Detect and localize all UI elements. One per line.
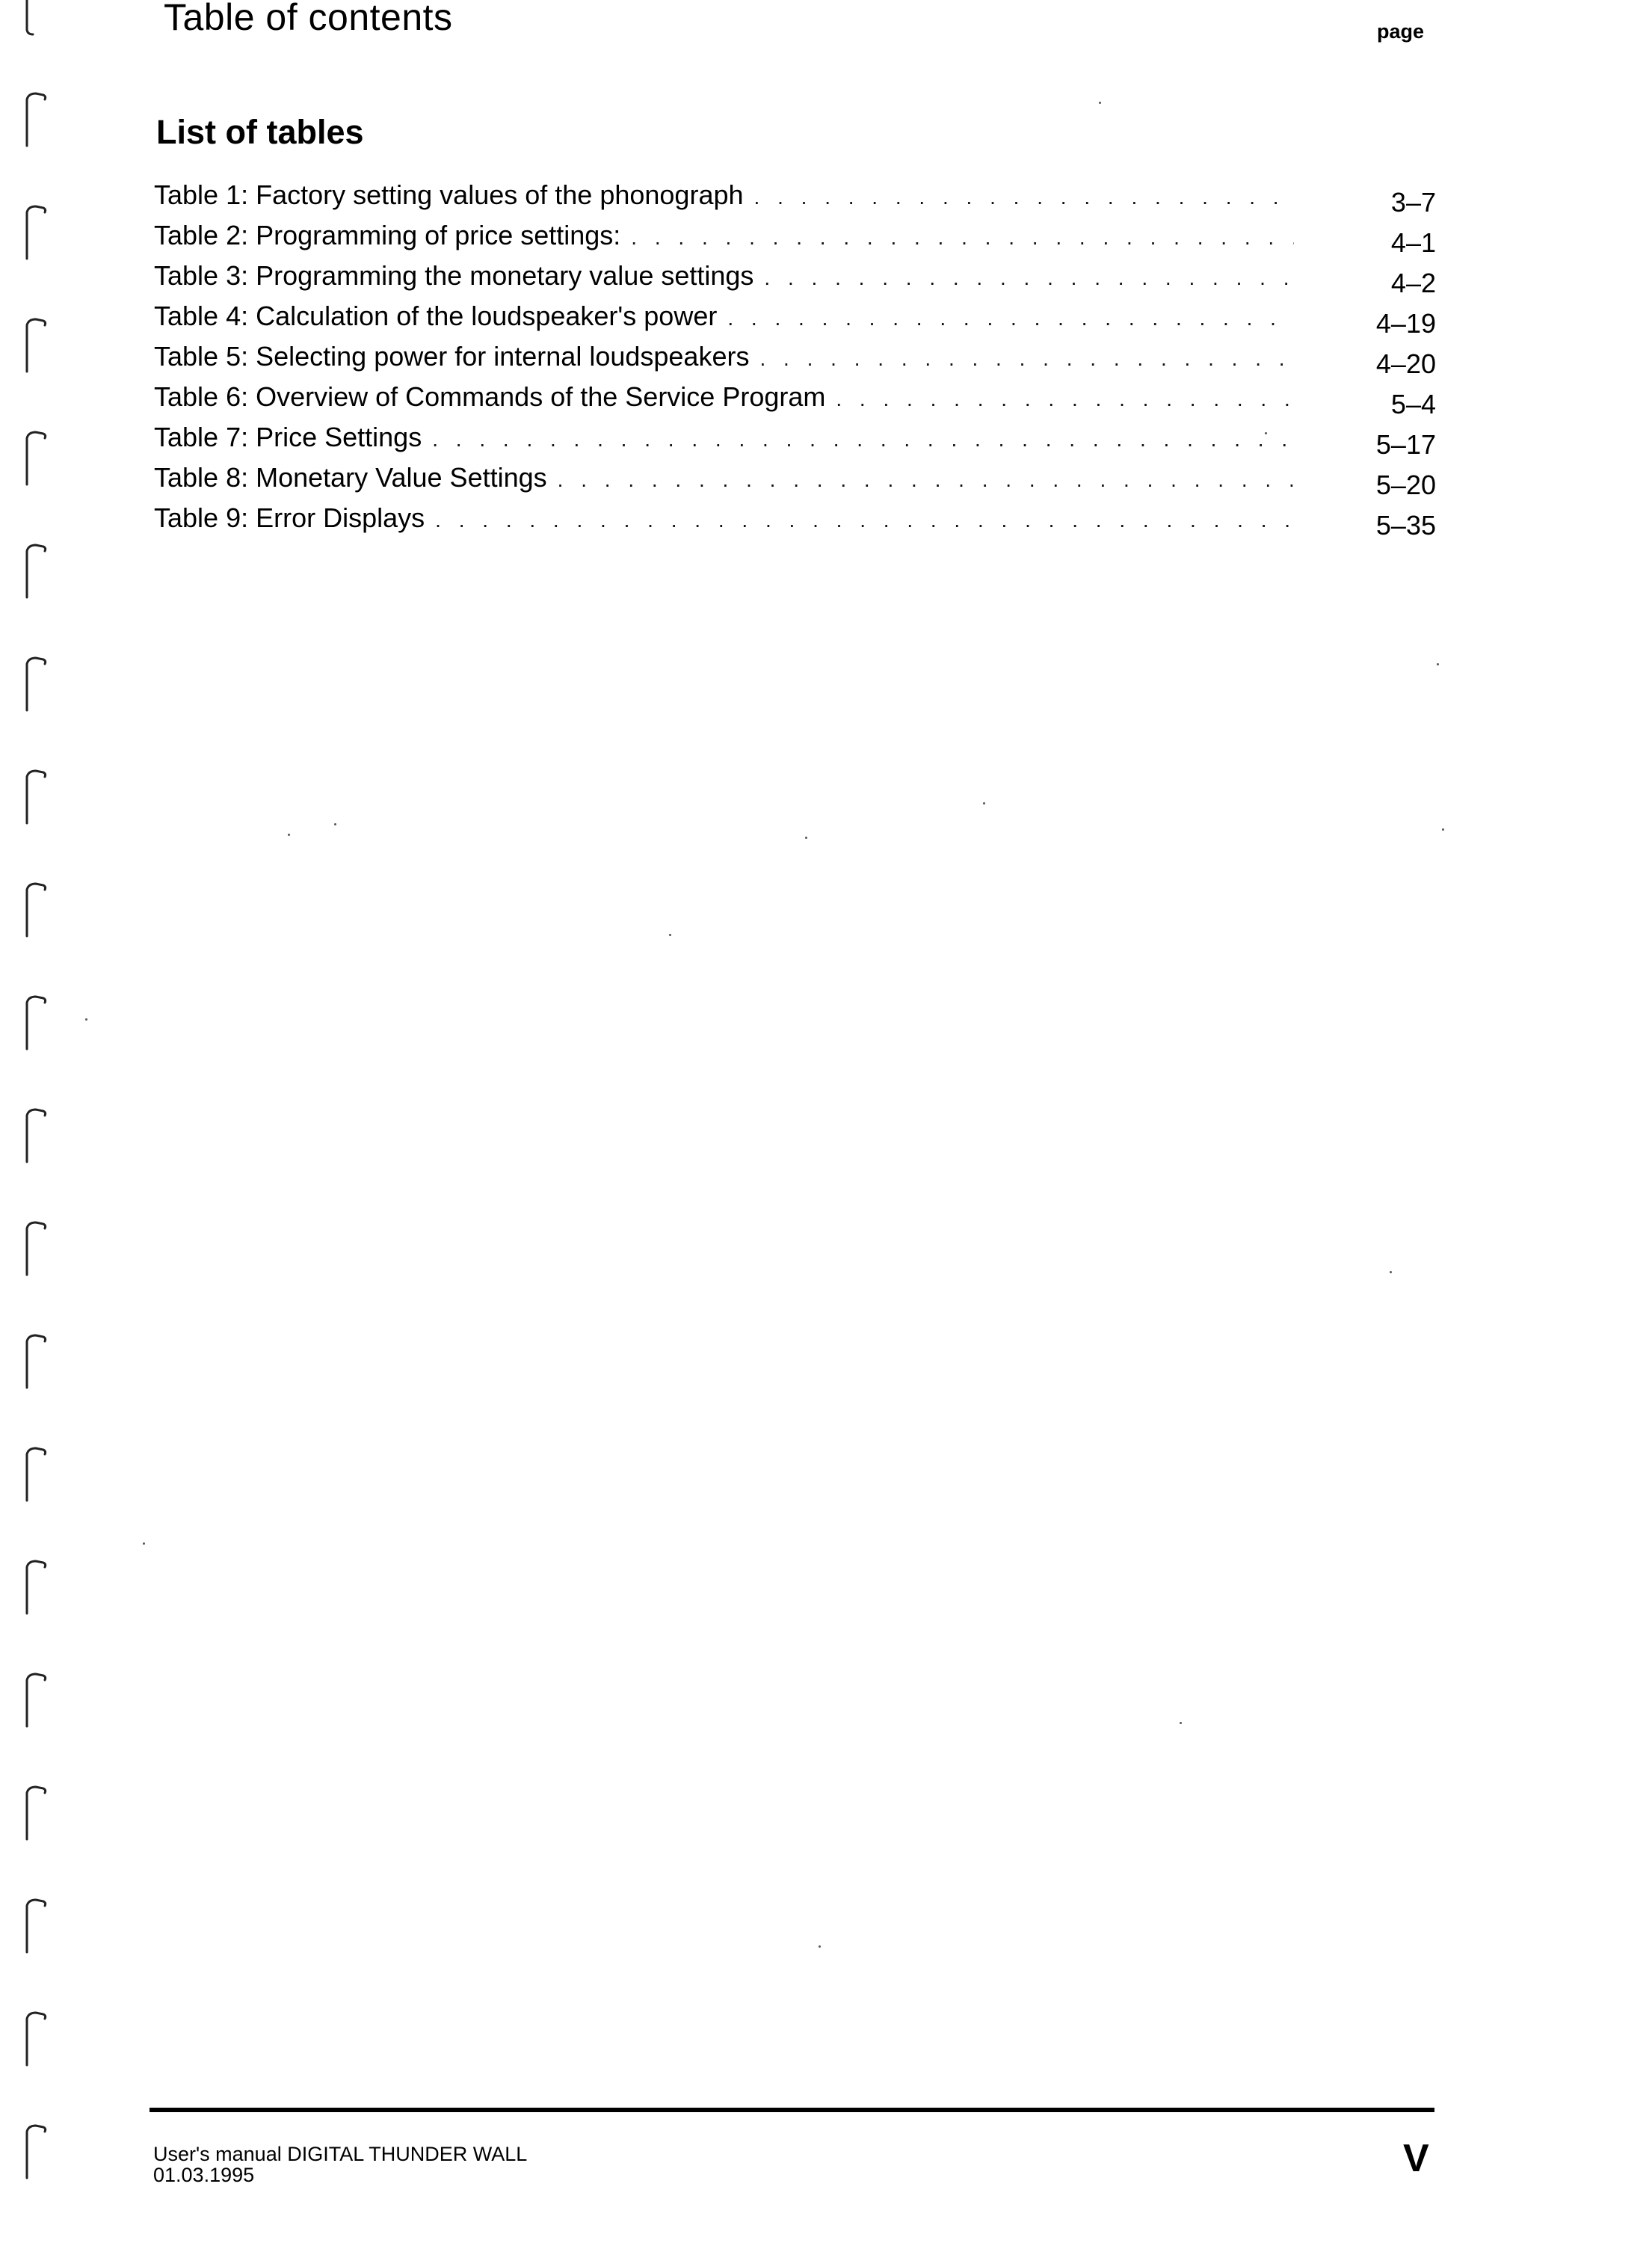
dot-leader — [754, 177, 1294, 218]
binding-hole-mark — [27, 884, 46, 936]
toc-entry[interactable] — [154, 336, 1436, 377]
binding-hole-mark — [27, 1448, 46, 1501]
toc-entry[interactable] — [154, 458, 1436, 498]
binding-hole-mark — [27, 771, 46, 823]
binding-hole-mark — [27, 206, 46, 259]
binding-hole-mark — [27, 1900, 46, 1952]
toc-entry-page: 3–7 — [1390, 187, 1436, 218]
footer-rule — [150, 2108, 1434, 2112]
dot-leader — [558, 460, 1294, 500]
dot-leader — [432, 419, 1294, 460]
toc-entry[interactable] — [154, 377, 1436, 417]
dot-leader — [727, 298, 1294, 339]
page-title: Table of contents — [164, 0, 453, 38]
binding-hole-marks — [16, 0, 61, 2243]
binding-hole-mark — [27, 319, 46, 372]
list-of-tables — [154, 175, 1436, 541]
footer-info — [153, 2144, 527, 2185]
toc-entry-page: 5–17 — [1375, 429, 1436, 460]
binding-hole-mark — [27, 997, 46, 1049]
footer-page-number: V — [1403, 2137, 1429, 2180]
toc-entry-page: 5–4 — [1390, 389, 1436, 419]
toc-entry-label: Table 1: Factory setting values of the phonograph — [154, 179, 744, 210]
binding-hole-mark — [27, 1335, 46, 1388]
binding-hole-mark — [27, 1222, 46, 1275]
toc-entry-page: 5–35 — [1375, 510, 1436, 541]
toc-entry-page: 4–2 — [1390, 268, 1436, 298]
binding-hole-mark — [27, 2126, 46, 2178]
toc-entry[interactable] — [154, 175, 1436, 218]
toc-entry-label: Table 6: Overview of Commands of the Service Program — [154, 381, 826, 412]
section-heading: List of tables — [156, 113, 364, 151]
toc-entry-label: Table 7: Price Settings — [154, 422, 422, 452]
binding-hole-mark — [27, 432, 46, 484]
dot-leader — [836, 379, 1294, 419]
toc-entry-label: Table 9: Error Displays — [154, 502, 425, 533]
scan-speck — [819, 1945, 821, 1948]
toc-entry-page: 5–20 — [1375, 470, 1436, 500]
toc-entry-label: Table 5: Selecting power for internal loudspeakers — [154, 341, 750, 372]
footer-manual-title: User's manual DIGITAL THUNDER WALL — [153, 2143, 528, 2165]
toc-entry[interactable] — [154, 498, 1436, 541]
dot-leader — [435, 500, 1294, 541]
toc-entry[interactable] — [154, 215, 1436, 256]
binding-hole-mark — [27, 1674, 46, 1726]
binding-hole-mark — [27, 93, 46, 146]
binding-hole-mark — [27, 545, 46, 597]
toc-entry-page: 4–19 — [1375, 308, 1436, 339]
toc-entry-label: Table 8: Monetary Value Settings — [154, 462, 547, 493]
page-column-label: page — [1377, 20, 1425, 43]
footer-date: 01.03.1995 — [153, 2164, 255, 2186]
scan-speck — [288, 834, 290, 836]
binding-hole-mark — [27, 2013, 46, 2065]
toc-entry-page: 4–1 — [1390, 227, 1436, 258]
scan-speck — [1180, 1722, 1182, 1724]
scan-speck — [983, 802, 985, 804]
scan-speck — [334, 823, 336, 825]
binding-marks-svg — [16, 0, 61, 2243]
toc-entry[interactable] — [154, 417, 1436, 458]
binding-hole-mark — [27, 1787, 46, 1839]
scan-speck — [1265, 432, 1267, 434]
scan-speck — [1442, 828, 1444, 831]
binding-hole-mark — [27, 658, 46, 710]
scan-speck — [1099, 102, 1101, 104]
scan-speck — [1437, 663, 1439, 665]
toc-entry[interactable] — [154, 256, 1436, 296]
scan-speck — [805, 837, 807, 839]
binding-hole-mark — [27, 1110, 46, 1162]
toc-entry-label: Table 4: Calculation of the loudspeaker's power — [154, 301, 718, 331]
toc-entry-page: 4–20 — [1375, 348, 1436, 379]
toc-entry-label: Table 3: Programming the monetary value settings — [154, 260, 754, 291]
scan-speck — [1390, 1271, 1392, 1273]
dot-leader — [759, 339, 1294, 379]
binding-hole-mark — [27, 1561, 46, 1613]
toc-entry-label: Table 2: Programming of price settings: — [154, 220, 621, 250]
dot-leader — [631, 218, 1294, 258]
binding-hole-mark — [27, 0, 33, 34]
toc-entry[interactable] — [154, 296, 1436, 339]
dot-leader — [764, 258, 1294, 298]
scan-speck — [143, 1542, 145, 1545]
scan-speck — [669, 934, 671, 936]
scan-speck — [85, 1018, 87, 1021]
